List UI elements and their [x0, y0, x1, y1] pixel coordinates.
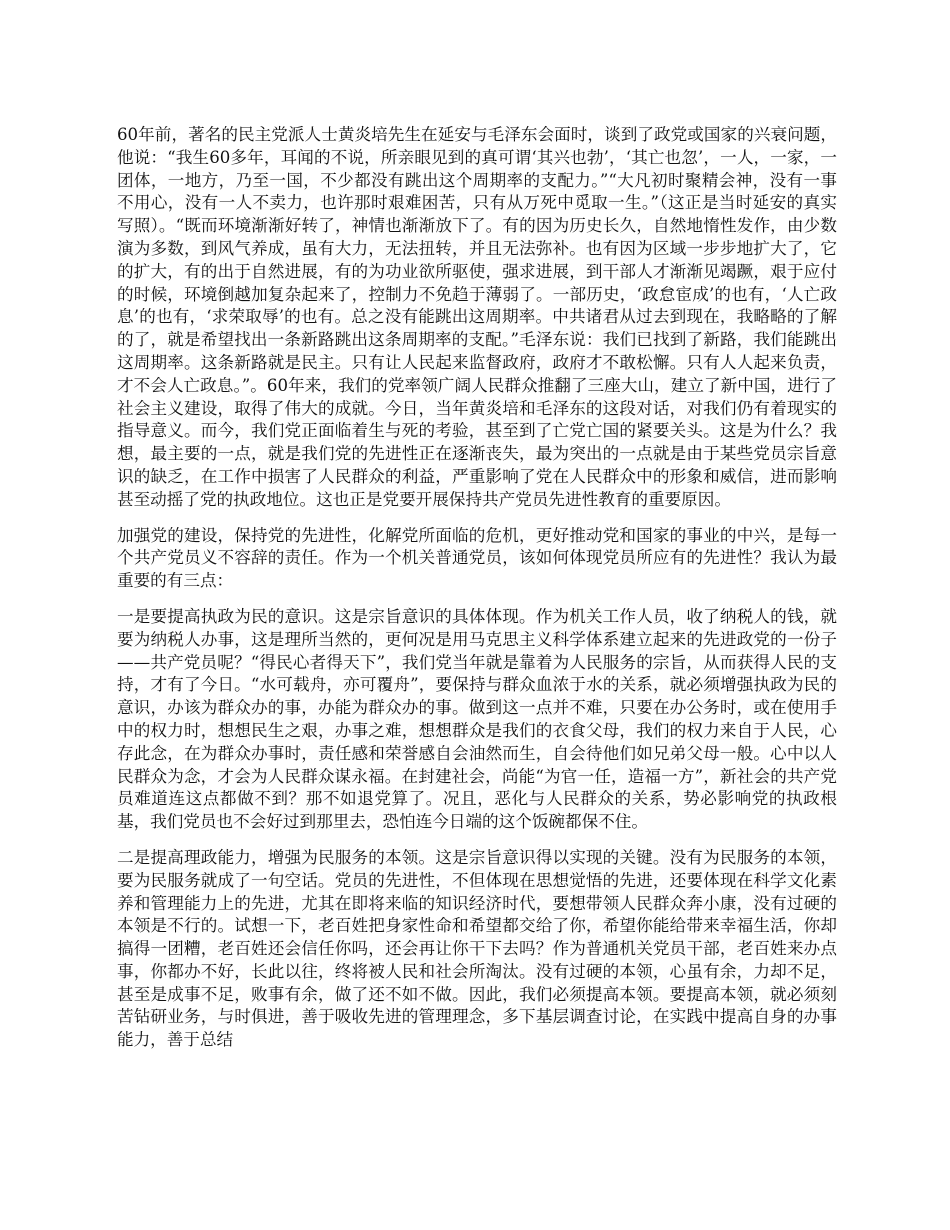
paragraph-point-two: 二是提高理政能力，增强为民服务的本领。这是宗旨意识得以实现的关键。没有为民服务的本领，要为民服务就成了一句空话。党员的先进性，不但体现在思想觉悟的先进，还要体现在科学文化素养和管理能力上的先进，尤其在即将来临的知识经济时代，要想带领人民群众奔小康，没有过硬的本领是不行的。试想一下，老百姓把身家性命和希望都交给了你，希望你能给带来幸福生活，你却搞得一团糟，老百姓还会信任你吗，还会再让你干下去吗？作为普通机关党员干部，老百姓来办点事，你都办不好，长此以往，终将被人民和社会所淘汰。没有过硬的本领，心虽有余，力却不足，甚至是成事不足，败事有余，做了还不如不做。因此，我们必须提高本领。要提高本领，就必须刻苦钻研业务，与时俱进，善于吸收先进的管理理念，多下基层调查讨论，在实践中提高自身的办事能力，善于总结	[117, 847, 837, 1050]
paragraph-point-one: 一是要提高执政为民的意识。这是宗旨意识的具体体现。作为机关工作人员，收了纳税人的钱，就要为纳税人办事，这是理所当然的，更何况是用马克思主义科学体系建立起来的先进政党的一份子——共产党员呢？“得民心者得天下”，我们党当年就是靠着为人民服务的宗旨，从而获得人民的支持，才有了今日。“水可载舟，亦可覆舟”，要保持与群众血浓于水的关系，就必须增强执政为民的意识，办该为群众办的事，办能为群众办的事。做到这一点并不难，只要在办公务时，或在使用手中的权力时，想想民生之艰，办事之难，想想群众是我们的衣食父母，我们的权力来自于人民，心存此念，在为群众办事时，责任感和荣誉感自会油然而生，自会待他们如兄弟父母一般。心中以人民群众为念，才会为人民群众谋永福。在封建社会，尚能“为官一任，造福一方”，新社会的共产党员难道连这点都做不到？那不如退党算了。况且，恶化与人民群众的关系，势必影响党的执政根基，我们党员也不会好过到那里去，恐怕连今日端的这个饭碗都保不住。	[117, 606, 837, 832]
paragraph-party-building: 加强党的建设，保持党的先进性，化解党所面临的危机，更好推动党和国家的事业的中兴，是每一个共产党员义不容辞的责任。作为一个机关普通党员，该如何体现党员所应有的先进性？我认为最重要的有三点：	[117, 525, 837, 591]
paragraph-zhouqilv-dialogue: 60年前，著名的民主党派人士黄炎培先生在延安与毛泽东会面时，谈到了政党或国家的兴衰问题，他说：“我生60多年，耳闻的不说，所亲眼见到的真可谓‘其兴也勃’，‘其亡也忽’，一人，一家，一团体，一地方，乃至一国，不少都没有跳出这个周期率的支配力。”“大凡初时聚精会神，没有一事不用心，没有一人不卖力，也许那时艰难困苦，只有从万死中觅取一生。”（这正是当时延安的真实写照）。“既而环境渐渐好转了，神情也渐渐放下了。有的因为历史长久，自然地惰性发作，由少数演为多数，到风气养成，虽有大力，无法扭转，并且无法弥补。也有因为区域一步步地扩大了，它的扩大，有的出于自然进展，有的为功业欲所驱使，强求进展，到干部人才渐渐见竭蹶，艰于应付的时候，环境倒越加复杂起来了，控制力不免趋于薄弱了。一部历史，‘政怠宦成’的也有，‘人亡政息’的也有，‘求荣取辱’的也有。总之没有能跳出这周期率。中共诸君从过去到现在，我略略的了解的了，就是希望找出一条新路跳出这条周期率的支配。”毛泽东说：我们已找到了新路，我们能跳出这周期率。这条新路就是民主。只有让人民起来监督政府，政府才不敢松懈。只有人人起来负责，才不会人亡政息。”。60年来，我们的党率领广阔人民群众推翻了三座大山，建立了新中国，进行了社会主义建设，取得了伟大的成就。今日，当年黄炎培和毛泽东的这段对话，对我们仍有着现实的指导意义。而今，我们党正面临着生与死的考验，甚至到了亡党亡国的紧要关头。这是为什么？我想，最主要的一点，就是我们党的先进性正在逐渐丧失，最为突出的一点就是由于某些党员宗旨意识的缺乏，在工作中损害了人民群众的利益，严重影响了党在人民群众中的形象和威信，进而影响甚至动摇了党的执政地位。这也正是党要开展保持共产党员先进性教育的重要原因。	[117, 125, 837, 509]
document-body	[117, 124, 837, 1065]
